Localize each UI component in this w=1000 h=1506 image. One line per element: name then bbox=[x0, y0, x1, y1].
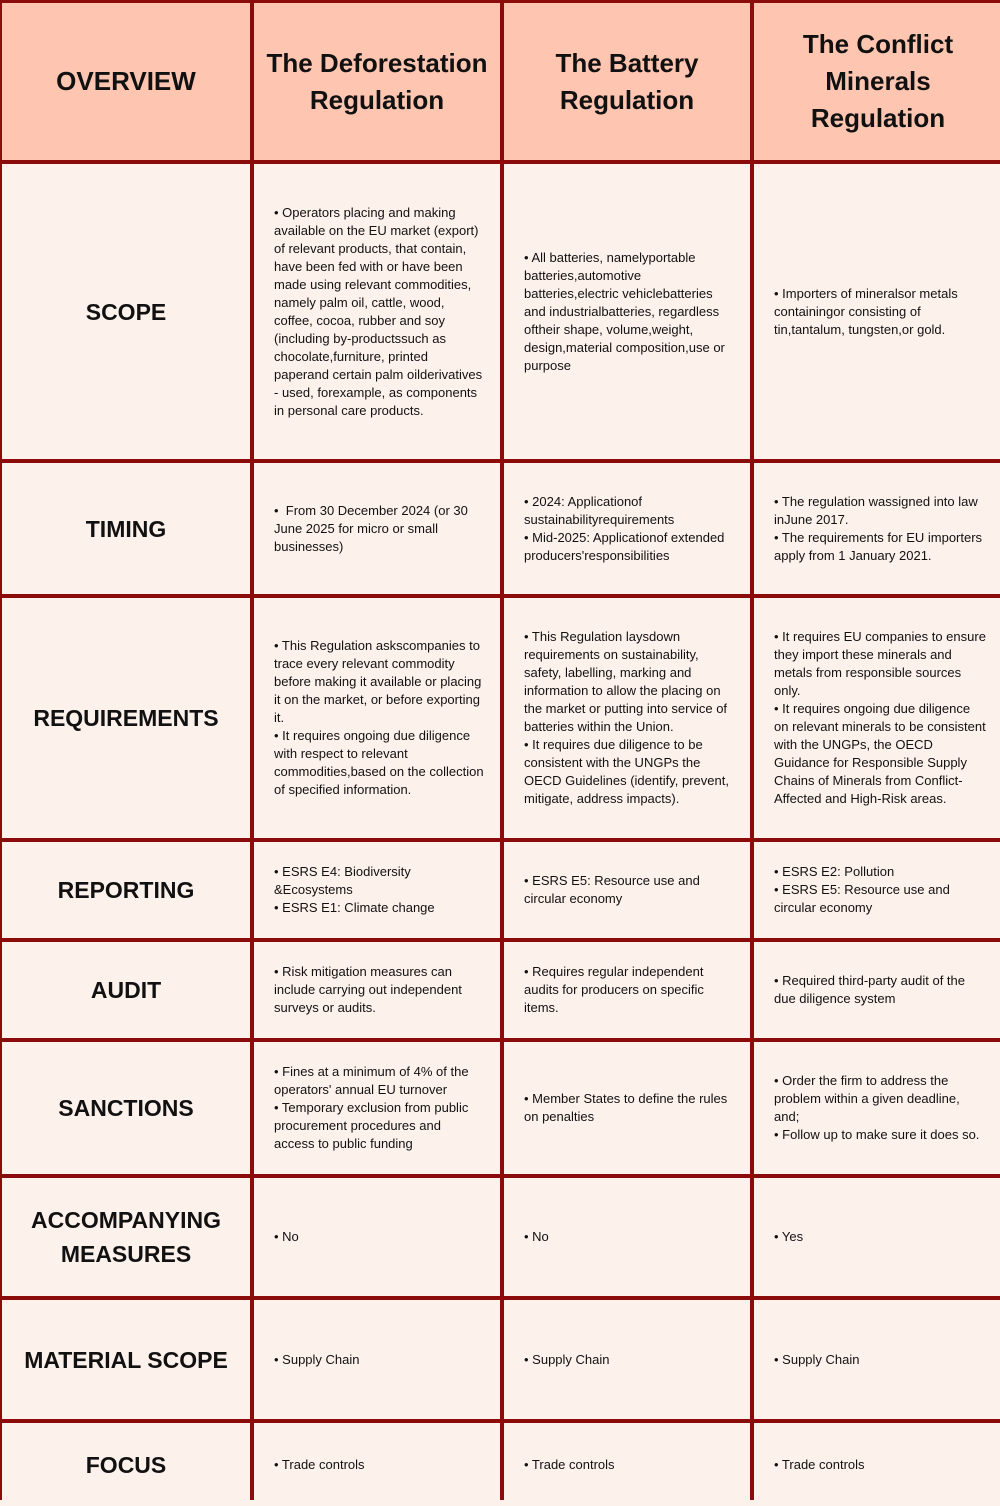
bullet-item: • Order the firm to address the problem within a given deadline, and; bbox=[774, 1073, 964, 1124]
bullet-item: • Mid-2025: Applicationof extended producers'responsibilities bbox=[524, 529, 729, 563]
bullet-item: • Supply Chain bbox=[774, 1351, 860, 1367]
bullet-item: • Trade controls bbox=[774, 1456, 865, 1472]
header-label: OVERVIEW bbox=[56, 66, 196, 96]
cell-scope-battery bbox=[504, 164, 750, 459]
cell-accompanying-measures-conflict-minerals bbox=[754, 1178, 1000, 1296]
bullet-item: • Risk mitigation measures can include carrying out independent surveys or audits. bbox=[274, 964, 466, 1015]
bullet-item: • Temporary exclusion from public procurement procedures and access to public funding bbox=[274, 1100, 472, 1151]
row-label-reporting bbox=[2, 842, 250, 938]
header-label: The Battery Regulation bbox=[555, 47, 699, 115]
row-label-text: REPORTING bbox=[57, 877, 195, 903]
cell-audit-conflict-minerals bbox=[754, 942, 1000, 1038]
header-conflict-minerals-regulation bbox=[754, 3, 1000, 160]
cell-focus-conflict-minerals bbox=[754, 1423, 1000, 1506]
bullet-item: • ESRS E5: Resource use and circular economy bbox=[524, 873, 704, 906]
header-overview bbox=[2, 3, 250, 160]
cell-material-scope-conflict-minerals bbox=[754, 1300, 1000, 1419]
bullet-item: • ESRS E1: Climate change bbox=[274, 900, 435, 915]
bullet-item: • ESRS E4: Biodiversity &Ecosystems bbox=[274, 864, 415, 897]
row-label-sanctions bbox=[2, 1042, 250, 1174]
bullet-item: • This Regulation askscompanies to trace every relevant commodity before making it available or placing it on the market, or before exporting it. bbox=[274, 638, 486, 725]
row-label-text: MATERIAL SCOPE bbox=[24, 1346, 228, 1373]
cell-timing-conflict-minerals bbox=[754, 463, 1000, 594]
bullet-item: • It requires due diligence to be consistent with the UNGPs the OECD Guidelines (identify, prevent, mitigate, address impacts). bbox=[524, 737, 733, 806]
cell-requirements-battery bbox=[504, 598, 750, 838]
bullet-item: • Operators placing and making available on the EU market (export) of relevant products, that contain, have been fed with or have been made using relevant commodities, namely palm oil, cattle, wood, coffee, cocoa, rubber and soy (including by-productssuch as chocolate,furniture, printed paperand certain palm oilderivatives - used, forexample, as components in personal care products. bbox=[274, 204, 486, 418]
cell-reporting-battery bbox=[504, 842, 750, 938]
bullet-item: • Follow up to make sure it does so. bbox=[774, 1127, 980, 1142]
cell-timing-battery bbox=[504, 463, 750, 594]
cell-timing-deforestation bbox=[254, 463, 500, 594]
row-label-accompanying-measures bbox=[2, 1178, 250, 1296]
bullet-item: • No bbox=[274, 1229, 299, 1244]
row-label-focus bbox=[2, 1423, 250, 1506]
bullet-item: • Required third-party audit of the due diligence system bbox=[774, 973, 969, 1006]
bullet-item: • Yes bbox=[774, 1229, 804, 1244]
bullet-item: • Importers of mineralsor metals containingor consisting of tin,tantalum, tungsten,or gold. bbox=[774, 285, 962, 337]
bullet-item: • All batteries, namelyportable batteries,automotive batteries,electric vehiclebatteries and industrialbatteries, regardless oftheir shape, volume,weight, design,material composition,use or purpose bbox=[524, 249, 729, 373]
header-label: The Conflict Minerals Regulation bbox=[802, 29, 954, 133]
row-label-audit bbox=[2, 942, 250, 1038]
bullet-item: • Fines at a minimum of 4% of the operators' annual EU turnover bbox=[274, 1064, 473, 1097]
bullet-item: • It requires ongoing due diligence on relevant minerals to be consistent with the UNGPs, the OECD Guidance for Responsible Supply Chains of Minerals from Conflict-Affected and High-Risk areas. bbox=[774, 701, 990, 806]
header-battery-regulation bbox=[504, 3, 750, 160]
row-label-material-scope bbox=[2, 1300, 250, 1419]
cell-focus-deforestation bbox=[254, 1423, 500, 1506]
bullet-item: • This Regulation laysdown requirements on sustainability, safety, labelling, marking and information to allow the placing on the market or putting into service of batteries within the Union. bbox=[524, 629, 731, 734]
cell-accompanying-measures-battery bbox=[504, 1178, 750, 1296]
bullet-item: • Trade controls bbox=[524, 1456, 615, 1472]
cell-focus-battery bbox=[504, 1423, 750, 1506]
bullet-item: • ESRS E2: Pollution bbox=[774, 864, 895, 879]
bullet-item: • Requires regular independent audits for producers on specific items. bbox=[524, 964, 708, 1015]
cell-audit-battery bbox=[504, 942, 750, 1038]
cell-scope-conflict-minerals bbox=[754, 164, 1000, 459]
cell-requirements-conflict-minerals bbox=[754, 598, 1000, 838]
cell-accompanying-measures-deforestation bbox=[254, 1178, 500, 1296]
bullet-item: • ESRS E5: Resource use and circular economy bbox=[774, 882, 954, 915]
cell-material-scope-battery bbox=[504, 1300, 750, 1419]
row-label-text: ACCOMPANYING MEASURES bbox=[31, 1207, 221, 1267]
bullet-item: • Supply Chain bbox=[274, 1351, 360, 1367]
row-label-text: SANCTIONS bbox=[58, 1095, 194, 1121]
header-label: The Deforestation Regulation bbox=[266, 47, 488, 115]
row-label-text: TIMING bbox=[85, 515, 167, 542]
cell-sanctions-deforestation bbox=[254, 1042, 500, 1174]
bullet-item: • Supply Chain bbox=[524, 1351, 610, 1367]
row-label-text: AUDIT bbox=[90, 977, 162, 1003]
cell-reporting-deforestation bbox=[254, 842, 500, 938]
row-label-requirements bbox=[2, 598, 250, 838]
bullet-item: • The requirements for EU importers apply from 1 January 2021. bbox=[774, 529, 986, 563]
row-label-text: FOCUS bbox=[85, 1451, 167, 1478]
bullet-item: • The regulation wassigned into law inJune 2017. bbox=[774, 493, 982, 527]
bullet-item: • It requires EU companies to ensure they import these minerals and metals from responsible sources only. bbox=[774, 629, 990, 698]
cell-reporting-conflict-minerals bbox=[754, 842, 1000, 938]
cell-scope-deforestation bbox=[254, 164, 500, 459]
bullet-item: • No bbox=[524, 1229, 549, 1244]
row-label-text: SCOPE bbox=[85, 298, 167, 325]
cell-material-scope-deforestation bbox=[254, 1300, 500, 1419]
bullet-item: • 2024: Applicationof sustainabilityrequirements bbox=[524, 493, 675, 527]
header-deforestation-regulation bbox=[254, 3, 500, 160]
cell-requirements-deforestation bbox=[254, 598, 500, 838]
bullet-item: • From 30 December 2024 (or 30 June 2025 for micro or small businesses) bbox=[274, 502, 472, 554]
row-label-scope bbox=[2, 164, 250, 459]
bullet-item: • Member States to define the rules on penalties bbox=[524, 1091, 731, 1124]
row-label-timing bbox=[2, 463, 250, 594]
cell-audit-deforestation bbox=[254, 942, 500, 1038]
row-label-text: REQUIREMENTS bbox=[33, 705, 219, 731]
cell-sanctions-conflict-minerals bbox=[754, 1042, 1000, 1174]
bullet-item: • Trade controls bbox=[274, 1456, 365, 1472]
bullet-item: • It requires ongoing due diligence with respect to relevant commodities,based on the collection of specified information. bbox=[274, 728, 488, 797]
cell-sanctions-battery bbox=[504, 1042, 750, 1174]
